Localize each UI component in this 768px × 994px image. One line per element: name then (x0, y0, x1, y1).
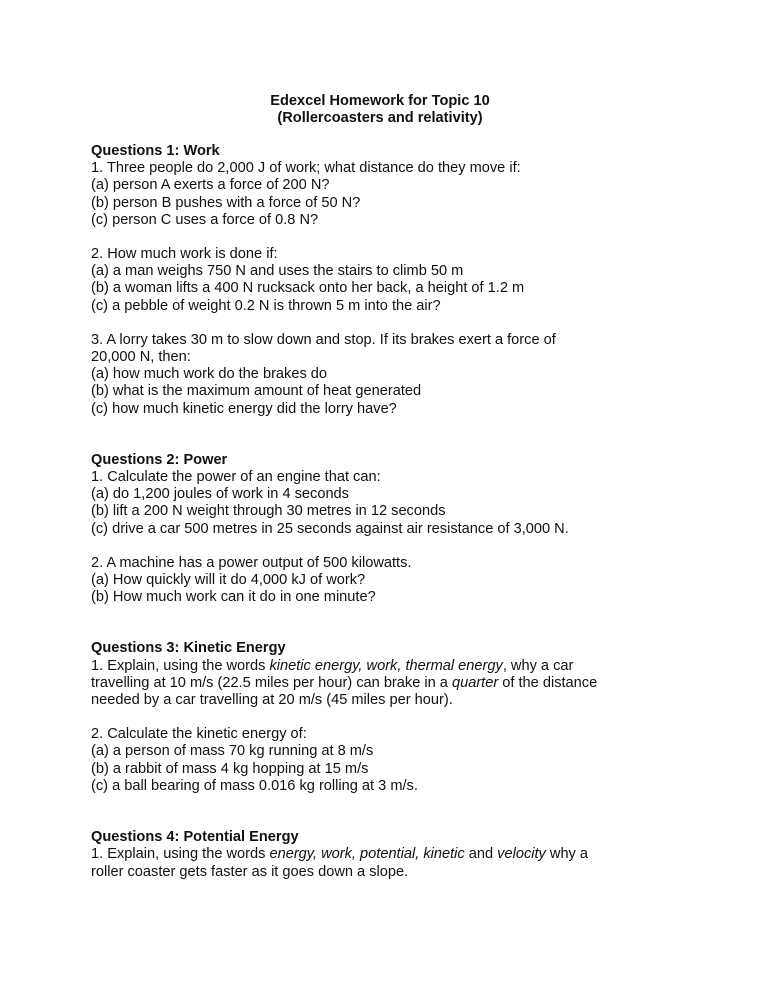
document-body (91, 143, 691, 881)
question-line: (c) person C uses a force of 0.8 N? (91, 211, 319, 228)
section-power (91, 452, 691, 607)
question-line: needed by a car travelling at 20 m/s (45 miles per hour). (91, 692, 453, 709)
question-line: (a) How quickly will it do 4,000 kJ of work? (91, 572, 366, 589)
section-heading: Questions 1: Work (91, 143, 220, 159)
text-run: and (464, 846, 498, 863)
section-heading: Questions 2: Power (91, 451, 228, 468)
spacer (91, 315, 691, 332)
text-run: of the distance (498, 674, 598, 691)
question-line: (a) do 1,200 joules of work in 4 seconds (91, 486, 349, 503)
text-run: , why a car (502, 657, 574, 674)
question-line: 2. A machine has a power output of 500 kilowatts. (91, 554, 412, 571)
question-line: (c) how much kinetic energy did the lorry have? (91, 400, 397, 417)
text-run: why a (545, 846, 589, 863)
section-kinetic-energy (91, 640, 691, 795)
question-line: (a) how much work do the brakes do (91, 366, 328, 383)
italic-terms: kinetic energy, work, thermal energy (269, 657, 503, 674)
question-line (91, 658, 691, 675)
section-heading: Questions 3: Kinetic Energy (91, 640, 286, 657)
question-line (91, 846, 691, 863)
text-run: 1. Explain, using the words (91, 657, 270, 674)
italic-terms: velocity (497, 846, 546, 863)
section-heading: Questions 4: Potential Energy (91, 829, 299, 846)
document-title (0, 93, 768, 127)
question-line: 2. Calculate the kinetic energy of: (91, 726, 307, 743)
question-line: (b) How much work can it do in one minute? (91, 589, 376, 606)
spacer (91, 538, 691, 555)
title-line-1: Edexcel Homework for Topic 10 (270, 93, 490, 109)
title-line-2: (Rollercoasters and relativity) (277, 110, 483, 127)
question-line: roller coaster gets faster as it goes down a slope. (91, 863, 409, 880)
question-line: (b) lift a 200 N weight through 30 metres in 12 seconds (91, 503, 446, 520)
question-line: (b) what is the maximum amount of heat generated (91, 383, 422, 400)
question-line: (c) a ball bearing of mass 0.016 kg rolling at 3 m/s. (91, 777, 418, 794)
italic-terms: quarter (451, 674, 499, 691)
question-line: 1. Calculate the power of an engine that can: (91, 469, 381, 486)
spacer (91, 709, 691, 726)
question-line: (c) drive a car 500 metres in 25 seconds against air resistance of 3,000 N. (91, 520, 569, 537)
section-potential-energy (91, 829, 691, 881)
question-line: 2. How much work is done if: (91, 246, 278, 263)
section-work (91, 143, 691, 418)
text-run: travelling at 10 m/s (22.5 miles per hour) can brake in a (91, 674, 452, 691)
question-line: (c) a pebble of weight 0.2 N is thrown 5 m into the air? (91, 297, 441, 314)
question-line: (a) person A exerts a force of 200 N? (91, 177, 330, 194)
question-line: (b) person B pushes with a force of 50 N? (91, 194, 361, 211)
question-line: (a) a person of mass 70 kg running at 8 m/s (91, 743, 374, 760)
question-line: 3. A lorry takes 30 m to slow down and stop. If its brakes exert a force of (91, 331, 556, 348)
italic-terms: energy, work, potential, kinetic (269, 846, 465, 863)
question-line: (b) a rabbit of mass 4 kg hopping at 15 m/s (91, 760, 369, 777)
question-line: 1. Three people do 2,000 J of work; what distance do they move if: (91, 160, 521, 177)
spacer (91, 229, 691, 246)
question-line (91, 675, 691, 692)
text-run: 1. Explain, using the words (91, 846, 270, 863)
question-line: (b) a woman lifts a 400 N rucksack onto her back, a height of 1.2 m (91, 280, 525, 297)
question-line: (a) a man weighs 750 N and uses the stairs to climb 50 m (91, 263, 464, 280)
question-line: 20,000 N, then: (91, 349, 191, 366)
